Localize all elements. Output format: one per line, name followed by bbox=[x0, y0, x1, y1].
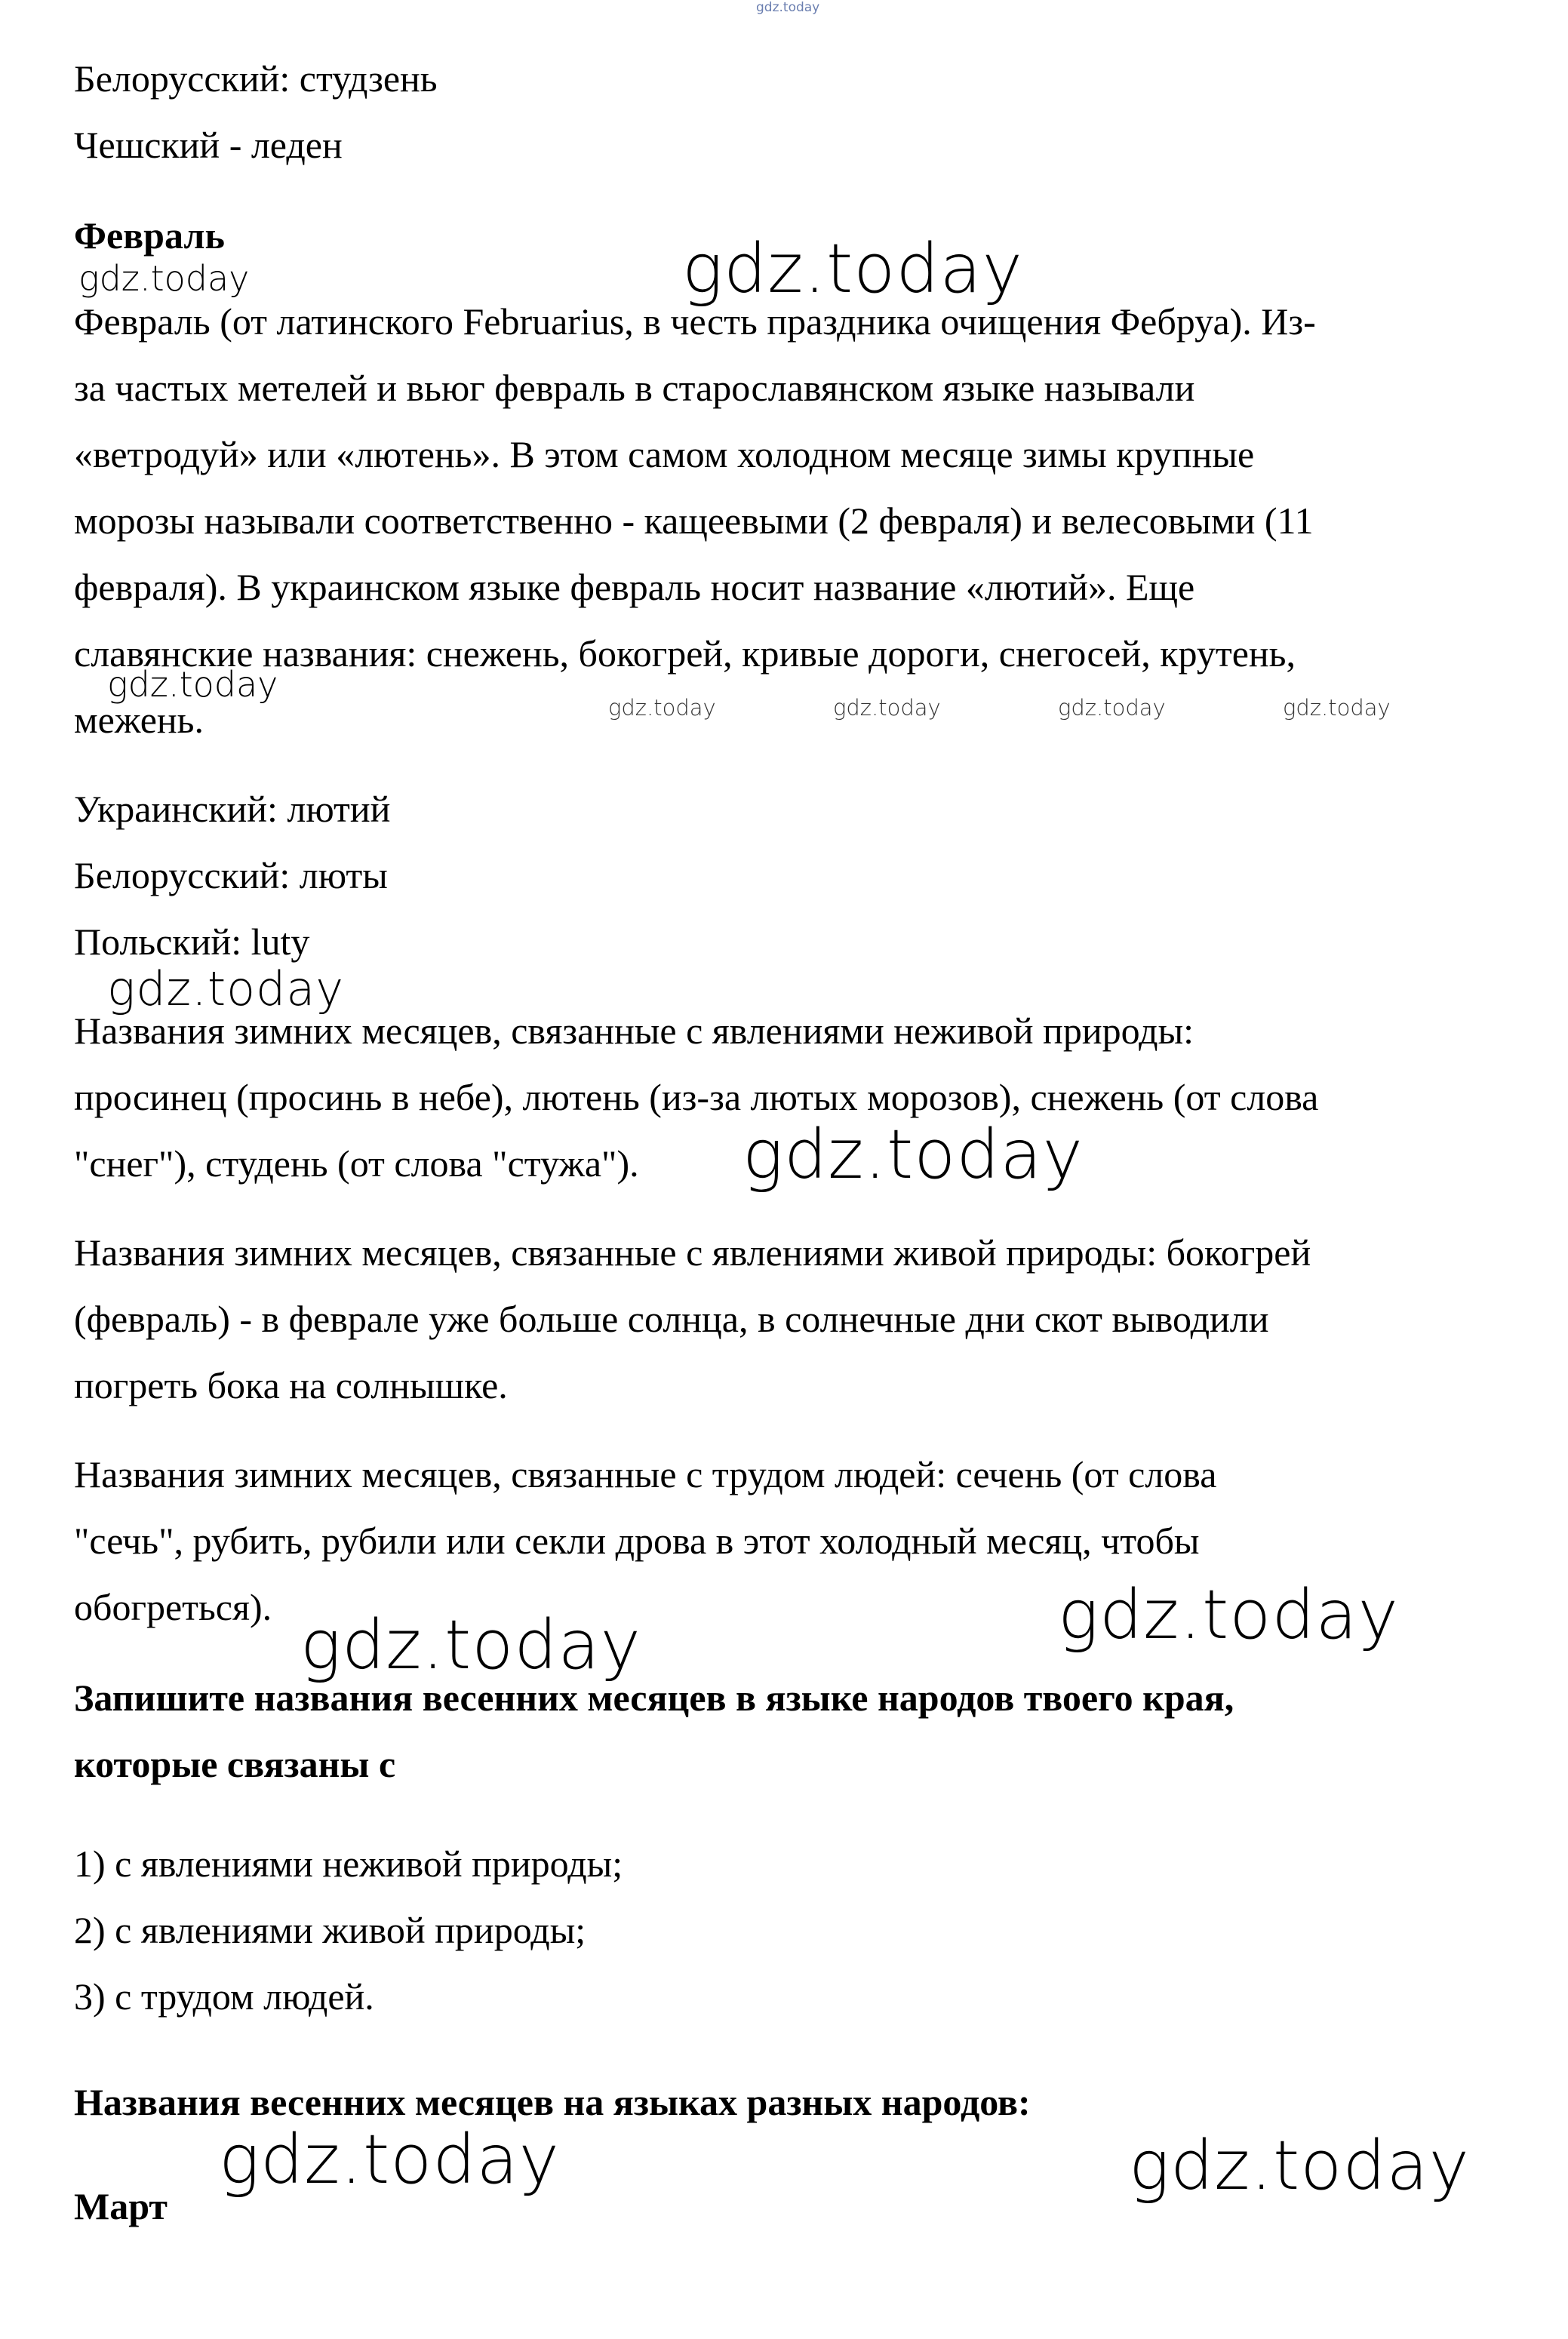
paragraph-line: за частых метелей и вьюг февраль в старославянском языке называли bbox=[74, 367, 1195, 409]
paragraph-line: «ветродуй» или «лютень». В этом самом холодном месяце зимы крупные bbox=[74, 433, 1255, 475]
paragraph-line: Названия зимних месяцев, связанные с явлениями живой природы: бокогрей bbox=[74, 1231, 1311, 1274]
paragraph-line: просинец (просинь в небе), лютень (из-за лютых морозов), снежень (от слова bbox=[74, 1076, 1319, 1118]
watermark: gdz.today bbox=[1058, 1575, 1399, 1655]
text-belarusian-january: Белорусский: студзень bbox=[74, 57, 438, 100]
heading-february: Февраль bbox=[74, 214, 225, 257]
watermark: gdz.today bbox=[300, 1606, 641, 1685]
paragraph-line: обогреться). bbox=[74, 1586, 272, 1628]
paragraph-line: "сечь", рубить, рубили или секли дрова в этот холодный месяц, чтобы bbox=[74, 1520, 1200, 1562]
march-heading: Март bbox=[74, 2185, 168, 2227]
paragraph-line: "снег"), студень (от слова "стужа"). bbox=[74, 1142, 639, 1185]
text-ukrainian-february: Украинский: лютий bbox=[74, 788, 391, 830]
watermark: gdz.today bbox=[608, 695, 716, 721]
list-item: 3) с трудом людей. bbox=[74, 1975, 374, 2018]
paragraph-line: (февраль) - в феврале уже больше солнца, в солнечные дни скот выводили bbox=[74, 1298, 1269, 1340]
paragraph-line: межень. bbox=[74, 699, 204, 741]
task-heading: которые связаны с bbox=[74, 1743, 396, 1785]
watermark: gdz.today bbox=[107, 664, 278, 705]
paragraph-line: погреть бока на солнышке. bbox=[74, 1364, 508, 1406]
watermark: gdz.today bbox=[78, 258, 250, 299]
watermark: gdz.today bbox=[107, 961, 345, 1016]
watermark: gdz.today bbox=[742, 1115, 1084, 1194]
paragraph-line: Названия зимних месяцев, связанные с явлениями неживой природы: bbox=[74, 1010, 1194, 1052]
paragraph-line: славянские названия: снежень, бокогрей, кривые дороги, снегосей, крутень, bbox=[74, 632, 1296, 675]
paragraph-line: Названия зимних месяцев, связанные с трудом людей: сечень (от слова bbox=[74, 1453, 1217, 1495]
spring-heading: Названия весенних месяцев на языках разных народов: bbox=[74, 2081, 1031, 2123]
list-item: 2) с явлениями живой природы; bbox=[74, 1909, 586, 1951]
paragraph-line: морозы называли соответственно - кащеевыми (2 февраля) и велесовыми (11 bbox=[74, 499, 1314, 542]
watermark: gdz.today bbox=[833, 695, 941, 721]
text-belarusian-february: Белорусский: люты bbox=[74, 854, 388, 896]
list-item: 1) с явлениями неживой природы; bbox=[74, 1843, 623, 1885]
watermark: gdz.today bbox=[1283, 695, 1391, 721]
watermark: gdz.today bbox=[682, 229, 1023, 309]
watermark: gdz.today bbox=[219, 2120, 560, 2199]
watermark: gdz.today bbox=[1129, 2126, 1470, 2205]
task-heading: Запишите названия весенних месяцев в языке народов твоего края, bbox=[74, 1677, 1234, 1719]
text-czech-january: Чешский - леден bbox=[74, 124, 343, 166]
watermark: gdz.today bbox=[1058, 695, 1166, 721]
text-polish-february: Польский: luty bbox=[74, 921, 310, 963]
paragraph-line: февраля). В украинском языке февраль носит название «лютий». Еще bbox=[74, 566, 1195, 608]
watermark-top: gdz.today bbox=[756, 0, 820, 15]
paragraph-line: Февраль (от латинского Februarius, в честь праздника очищения Фебруа). Из- bbox=[74, 300, 1316, 343]
